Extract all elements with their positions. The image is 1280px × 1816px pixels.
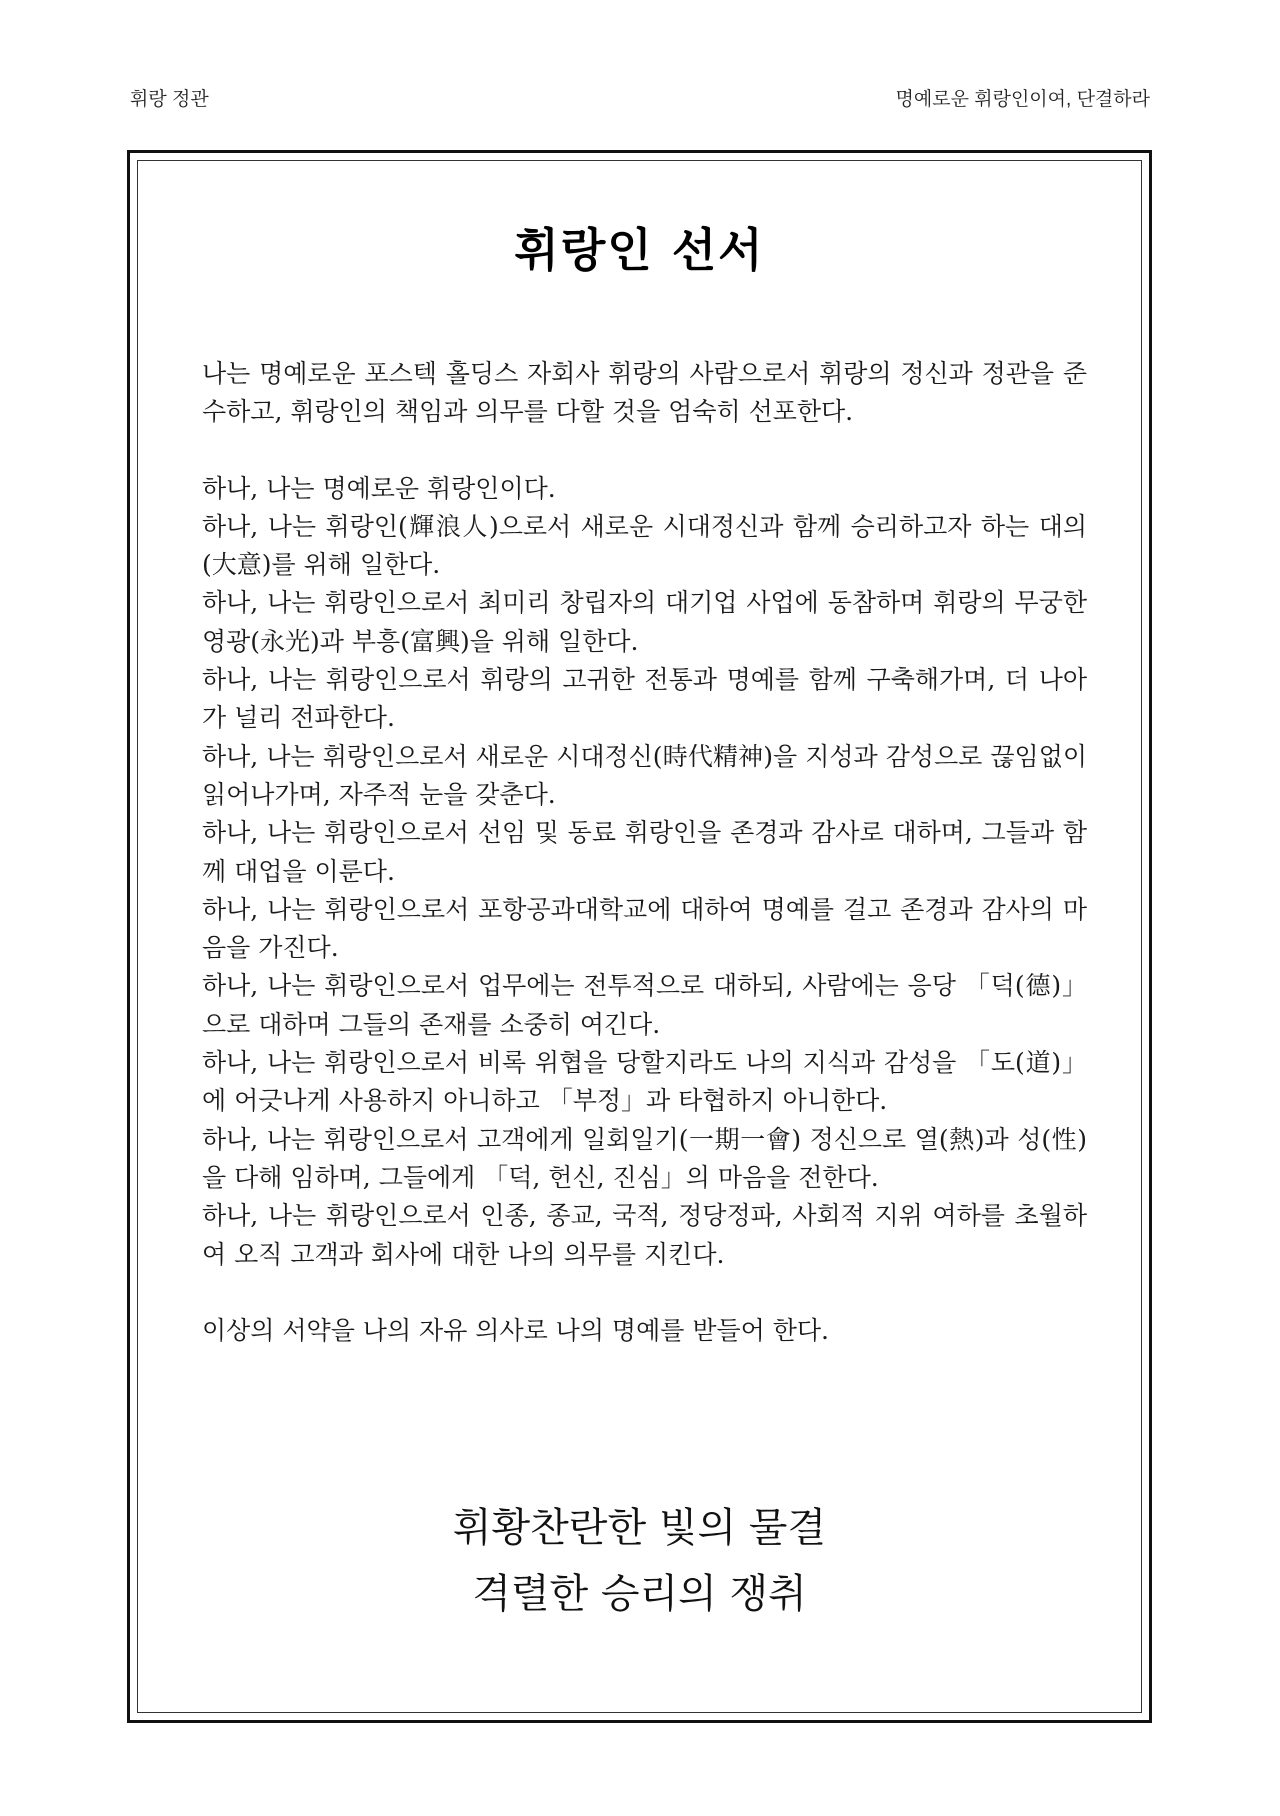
- pledge-item: 하나, 나는 휘랑인으로서 최미리 창립자의 대기업 사업에 동참하며 휘랑의 무궁한 영광(永光)과 부흥(富興)을 위해 일한다.: [202, 588, 1087, 656]
- pledge-item: 하나, 나는 휘랑인으로서 비록 위협을 당할지라도 나의 지식과 감성을 「도(道)」에 어긋나게 사용하지 아니하고 「부정」과 타협하지 아니한다.: [202, 1048, 1087, 1116]
- page-header: [130, 84, 1150, 114]
- pledge-item: 하나, 나는 휘랑인으로서 선임 및 동료 휘랑인을 존경과 감사로 대하며, 그들과 함께 대업을 이룬다.: [202, 818, 1087, 886]
- spacer: [202, 1274, 1087, 1312]
- pledge-item: 하나, 나는 휘랑인으로서 인종, 종교, 국적, 정당정파, 사회적 지위 여하를 초월하여 오직 고객과 회사에 대한 나의 의무를 지킨다.: [202, 1201, 1087, 1269]
- oath-paragraph: 이상의 서약을 나의 자유 의사로 나의 명예를 받들어 한다.: [202, 1315, 829, 1345]
- header-left-text: 휘랑 정관: [130, 89, 209, 110]
- pledge-item: 하나, 나는 휘랑인으로서 고객에게 일회일기(一期一會) 정신으로 열(熱)과 성(性)을 다해 임하며, 그들에게 「덕, 헌신, 진심」의 마음을 전한다.: [202, 1124, 1087, 1192]
- closing-slogan: [127, 1495, 1152, 1627]
- intro-paragraph: 나는 명예로운 포스텍 홀딩스 자회사 휘랑의 사람으로서 휘랑의 정신과 정관을 준수하고, 휘랑인의 책임과 의무를 다할 것을 엄숙히 선포한다.: [202, 359, 1087, 427]
- spacer: [202, 432, 1087, 470]
- pledge-item: 하나, 나는 휘랑인으로서 포항공과대학교에 대하여 명예를 걸고 존경과 감사의 마음을 가진다.: [202, 894, 1087, 963]
- document-title: 휘랑인 선서: [514, 223, 765, 277]
- pledge-item: 하나, 나는 휘랑인(輝浪人)으로서 새로운 시대정신과 함께 승리하고자 하는 대의(大意)를 위해 일한다.: [202, 511, 1087, 580]
- closing-line-1: 휘황찬란한 빛의 물결: [452, 1505, 827, 1551]
- pledge-item: 하나, 나는 휘랑인으로서 휘랑의 고귀한 전통과 명예를 함께 구축해가며, 더 나아가 널리 전파한다.: [202, 665, 1087, 733]
- pledge-item: 하나, 나는 휘랑인으로서 새로운 시대정신(時代精神)을 지성과 감성으로 끊임없이 읽어나가며, 자주적 눈을 갖춘다.: [202, 741, 1087, 809]
- document-body: [202, 355, 1087, 1350]
- header-right-text: 명예로운 휘랑인이여, 단결하라: [895, 89, 1150, 110]
- pledge-item: 하나, 나는 명예로운 휘랑인이다.: [202, 473, 556, 503]
- closing-line-2: 격렬한 승리의 쟁취: [472, 1571, 807, 1617]
- pledge-item: 하나, 나는 휘랑인으로서 업무에는 전투적으로 대하되, 사람에는 응당 「덕(德)」으로 대하며 그들의 존재를 소중히 여긴다.: [202, 971, 1087, 1039]
